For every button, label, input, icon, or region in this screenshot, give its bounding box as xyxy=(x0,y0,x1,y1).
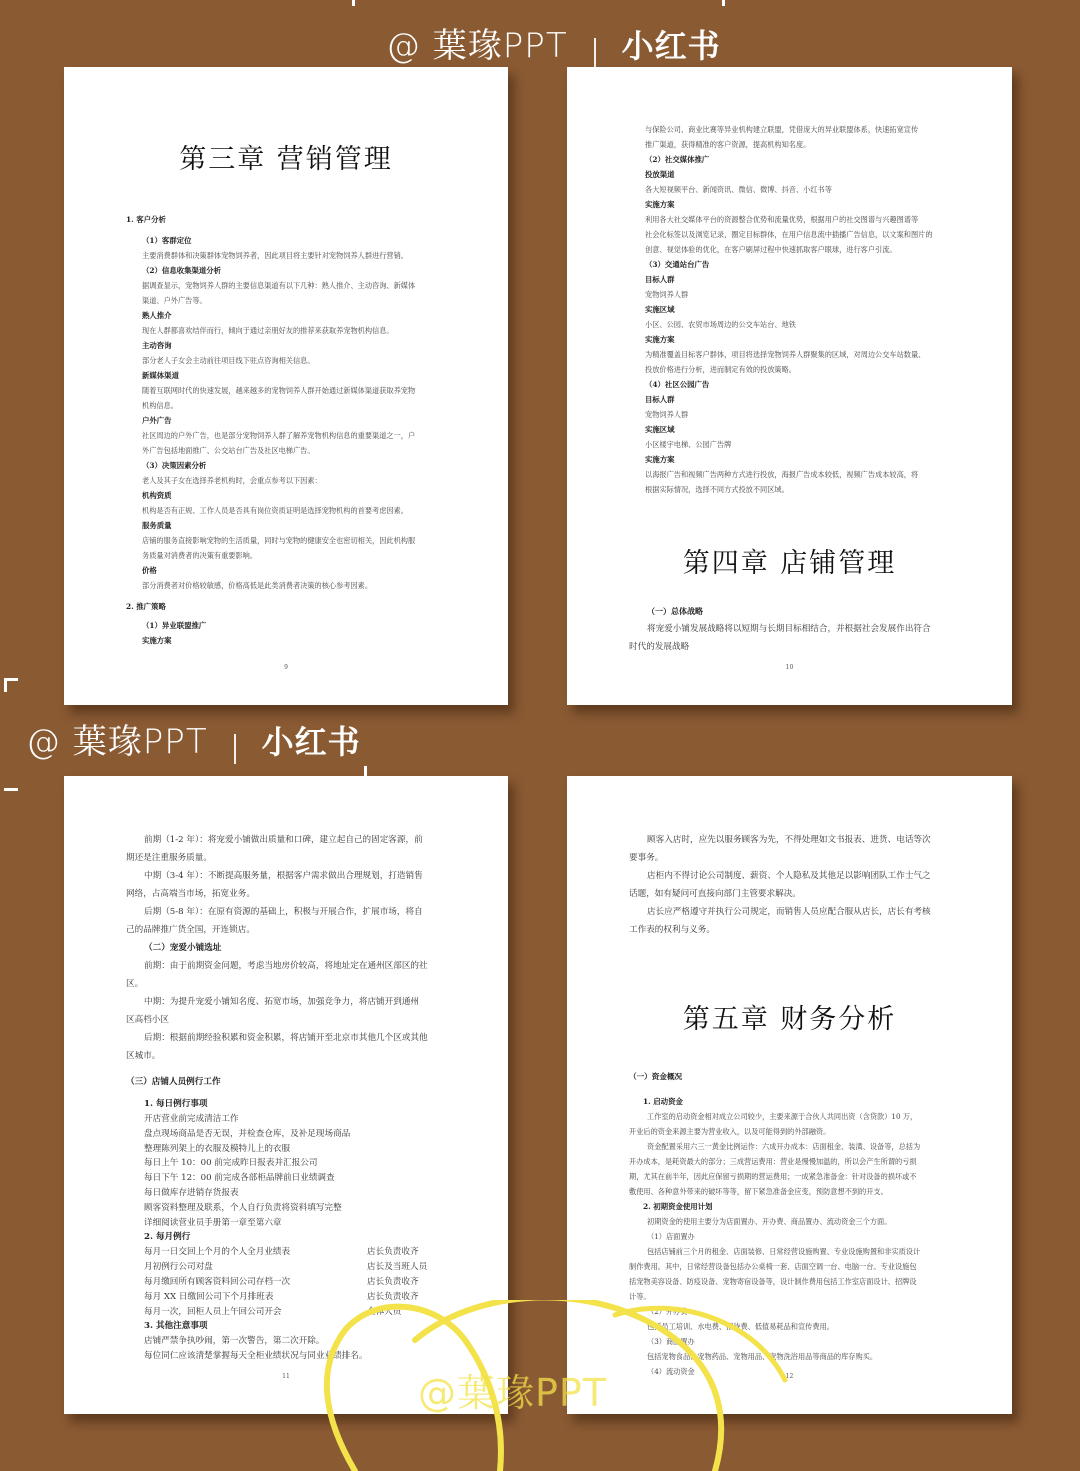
text-line: 外广告包括地面推广、公交站台广告及社区电梯广告。 xyxy=(142,446,315,455)
item-heading: 1. 启动资金 xyxy=(643,1097,683,1106)
list-item xyxy=(144,1245,440,1260)
list-item: 每位同仁应该清楚掌握每天全柜业绩状况与同业业绩排名。 xyxy=(144,1351,368,1362)
list-item: 整理陈列架上的衣服及模特儿上的衣服 xyxy=(144,1143,291,1154)
paragraph-line: 后期：根据前期经验积累和资金积累，将店铺开至北京市其他几个区或其他 xyxy=(144,1033,428,1043)
paragraph-line: 网络，占高端当市场，拓宽业务。 xyxy=(126,889,255,899)
text-line: 括宠物美容设备、防疫设备、宠物寄宿设备等，设计制作费用包括工作室店面设计、招牌设 xyxy=(629,1277,917,1286)
task-label: 每月一日交回上个月的个人全月业绩表 xyxy=(144,1247,291,1258)
page-number: 10 xyxy=(785,664,794,671)
paragraph: 将宠爱小铺发展战略将以短期与长期目标相结合，并根据社会发展作出符合 xyxy=(647,624,931,634)
paragraph-line: 话题，如有疑问可直接向部门主管要求解决。 xyxy=(629,889,801,899)
paragraph-line: 区城市。 xyxy=(126,1051,161,1061)
paragraph-line: 要事务。 xyxy=(629,853,664,863)
page-number: 9 xyxy=(284,664,288,671)
item-heading: 实施方案 xyxy=(645,335,675,344)
decor-bracket xyxy=(4,788,18,791)
list-item: 详细阅读营业员手册第一章至第六章 xyxy=(144,1217,282,1228)
watermark-handle: @ 葉瑑PPT xyxy=(26,722,208,762)
list-heading: 3. 其他注意事项 xyxy=(144,1321,208,1332)
task-owner: 店长及当班人员 xyxy=(367,1262,428,1273)
section-heading: 1. 客户分析 xyxy=(126,215,166,224)
list-item: 每日做库存进销存货报表 xyxy=(144,1187,239,1198)
text-line: 社会化标签以及浏览记录，圈定目标群体，在用户信息流中插播广告信息，以文案和图片的 xyxy=(645,230,933,239)
section-body xyxy=(126,618,446,648)
list-heading: 1. 每日例行事项 xyxy=(144,1099,208,1109)
text-line: 机构是否有正规、工作人员是否具有岗位资质证明是选择宠物机构的首要考虑因素。 xyxy=(142,506,408,515)
list-item xyxy=(144,1275,440,1290)
item-heading: 服务质量 xyxy=(142,521,172,530)
text-line: 初期资金的使用主要分为店面置办、开办费、商品置办、流动资金三个方面。 xyxy=(647,1217,892,1226)
task-owner: 店长负责收齐 xyxy=(367,1291,419,1302)
paragraph-line: 后期（5-8 年）：在原有资源的基础上，积极与开展合作，扩展市场，将自 xyxy=(144,907,423,917)
item-heading: 熟人推介 xyxy=(142,311,172,320)
chapter-title: 第三章 营销管理 xyxy=(179,144,393,175)
subsection-heading: （三）店铺人员例行工作 xyxy=(126,1077,221,1087)
item-heading: （2）社交媒体推广 xyxy=(645,155,710,164)
list-item xyxy=(144,1260,440,1275)
text-line: 创意、视觉体验的优化，在客户刷屏过程中快速抓取客户眼球，进行客户引流。 xyxy=(645,245,897,254)
item-heading: 目标人群 xyxy=(645,275,675,284)
decor-dot xyxy=(364,766,367,776)
paragraph-line: 期还是注重服务质量。 xyxy=(126,853,212,863)
text-line: 包括员工培训、水电费、招待费、低值易耗品和宣传费用。 xyxy=(647,1322,834,1331)
item-heading: 目标人群 xyxy=(645,395,675,404)
paragraph-line: 中期（3-4 年）：不断提高服务量，根据客户需求做出合理规划，打造销售 xyxy=(144,871,423,881)
text-line: （3）商品置办 xyxy=(647,1337,695,1346)
item-heading: 机构资质 xyxy=(142,491,172,500)
text-line: 资金配置采用六三一黄金比例运作：六成开办成本：店面租金、装潢、设备等，总括为 xyxy=(647,1142,921,1151)
page-body xyxy=(567,831,1012,939)
text-line: 包括店铺前三个月的租金、店面装修、日常经营设施购置、专业设施购置和非实质设计 xyxy=(647,1247,921,1256)
item-heading: （3）交通站台广告 xyxy=(645,260,710,269)
text-line: 开业后的资金来源主要为营业收入，以及可能得到的外部融资。 xyxy=(629,1127,831,1136)
text-line: 宠物饲养人群 xyxy=(645,290,689,299)
section-body xyxy=(126,233,446,593)
watermark-divider xyxy=(234,734,236,764)
text-line: 务质量对消费者的决策有重要影响。 xyxy=(142,551,258,560)
text-line: 现在人群都喜欢结伴而行，倾向于通过亲朋好友的推荐来获取养宠物机构信息。 xyxy=(142,326,394,335)
paragraph-line: 前期：由于前期资金问题，考虑当地房价较高，将地址定在通州区部区的社 xyxy=(144,961,428,971)
paragraph-line: 己的品牌推广货全国，开连锁店。 xyxy=(126,925,255,935)
text-line: 制作费用。其中，日常经营设备包括办公桌椅一套、店面空调一台、电脑一台。专业设施包 xyxy=(629,1262,917,1271)
text-line: 各大短视频平台、新闻资讯、微信、微博、抖音、小红书等 xyxy=(645,185,832,194)
paragraph-line: 区高档小区 xyxy=(126,1015,169,1025)
item-heading: （4）社区公园广告 xyxy=(645,380,710,389)
overlay-watermark: @葉瑑PPT xyxy=(418,1371,608,1415)
item-heading: （2）信息收集渠道分析 xyxy=(142,266,222,275)
watermark-divider xyxy=(594,38,596,68)
page-body xyxy=(64,831,508,1065)
document-page-12 xyxy=(567,776,1012,1414)
text-line: 部分老人子女会主动前往项目线下驻点咨询相关信息。 xyxy=(142,356,315,365)
text-line: 小区楼宇电梯、公园广告牌 xyxy=(645,440,732,449)
text-line: （1）店面置办 xyxy=(647,1232,695,1241)
document-page-11 xyxy=(64,776,508,1414)
list-item: 开店营业前完成清洁工作 xyxy=(144,1114,239,1124)
item-heading: （1）异业联盟推广 xyxy=(142,621,207,630)
task-label: 每月一次，回柜人员上午回公司开会 xyxy=(144,1306,282,1317)
text-line: 敷使用、各种意外带来的破坏等等，留下紧急准备金应变，预防意想不到的开支。 xyxy=(629,1187,888,1196)
item-heading: 实施方案 xyxy=(142,636,172,645)
text-line: 推广渠道，获得精准的客户资源，提高机构知名度。 xyxy=(645,140,811,149)
page-body xyxy=(567,122,1012,497)
list-item: 店铺严禁争执吵闹，第一次警告，第二次开除。 xyxy=(144,1336,325,1347)
paragraph-line: （二）宠爱小铺选址 xyxy=(144,943,222,953)
text-line: 机构信息。 xyxy=(142,401,178,410)
paragraph: 时代的发展战略 xyxy=(629,642,690,652)
subsection-heading: （一）总体战略 xyxy=(647,606,703,616)
list-item: 每日上午 10：00 前完成昨日报表并汇报公司 xyxy=(144,1158,318,1169)
list-item: 顾客资料整理及联系，个人自行负责将资料填写完整 xyxy=(144,1202,342,1213)
text-line: 投放价格进行分析，进而制定有效的投放策略。 xyxy=(645,365,796,374)
paragraph-line: 前期（1-2 年）：将宠爱小铺做出质量和口碑，建立起自己的固定客源，前 xyxy=(144,835,423,845)
task-owner: 全体人员 xyxy=(367,1306,402,1317)
decor-dot xyxy=(352,0,355,6)
item-heading: 2. 初期资金使用计划 xyxy=(643,1202,713,1211)
chapter-title: 第五章 财务分析 xyxy=(682,1004,897,1035)
text-line: 社区周边的户外广告，也是部分宠物饲养人群了解养宠物机构信息的重要渠道之一，户 xyxy=(142,431,416,440)
text-line: 包括宠物食品、宠物药品、宠物用品、宠物洗浴用品等商品的库存购买。 xyxy=(647,1352,878,1361)
text-line: 与保险公司、商业比赛等异业机构建立联盟，凭借庞大的异业联盟体系，快速拓宽宣传 xyxy=(645,125,919,134)
monthly-list xyxy=(144,1245,440,1319)
text-line: 计等。 xyxy=(629,1292,651,1301)
task-owner: 店长负责收齐 xyxy=(367,1247,419,1258)
section-heading: 2. 推广策略 xyxy=(126,602,166,611)
text-line: 开办成本，是耗资最大的部分；三成营运费用：营业是慢慢加温的，所以会产生所谓的亏损 xyxy=(629,1157,917,1166)
item-heading: 价格 xyxy=(142,566,157,575)
text-line: 老人及其子女在选择养老机构时，会重点参考以下因素： xyxy=(142,476,322,485)
paragraph-line: 中期：为提升宠爱小铺知名度、拓宽市场，加强竞争力，将店铺开到通州 xyxy=(144,997,420,1007)
text-line: 为精准覆盖目标客户群体，项目将选择宠物饲养人群聚集的区域，对周边公交车站数量、 xyxy=(645,350,926,359)
text-line: 期，尤其在前半年，因此应保留亏损期的营运费用；一成紧急准备金：针对设备的损坏或不 xyxy=(629,1172,917,1181)
item-heading: 主动咨询 xyxy=(142,341,172,350)
list-heading: 2. 每月例行 xyxy=(144,1232,191,1243)
task-label: 月初例行公司对盘 xyxy=(144,1262,213,1273)
other-list xyxy=(144,1334,440,1364)
list-item: 盘点现场商品是否无误，并检查仓库，及补足现场商品 xyxy=(144,1128,351,1139)
paragraph-line: 工作表的权利与义务。 xyxy=(629,925,715,935)
page-number: 11 xyxy=(282,1373,290,1380)
text-line: 部分消费者对价格较敏感，价格高低是此类消费者决策的核心参考因素。 xyxy=(142,581,373,590)
paragraph-line: 店长应严格遵守并执行公司规定，而销售人员应配合服从店长，店长有考核 xyxy=(647,907,931,917)
page-number: 12 xyxy=(785,1373,794,1380)
text-line: 工作室的启动资金相对成立公司较少，主要来源于合伙人共同出资（含贷款）10 万， xyxy=(647,1112,918,1121)
list-item: 每日下午 12：00 前完成各部柜品牌前日业绩调查 xyxy=(144,1173,335,1184)
text-line: 主要消费群体和决策群体宠物饲养者，因此项目将主要针对宠物饲养人群进行营销。 xyxy=(142,251,408,260)
text-line: 宠物饲养人群 xyxy=(645,410,689,419)
task-label: 每月 XX 日缴回公司下个月排班表 xyxy=(144,1291,274,1302)
task-label: 每月缴回所有顾客资料回公司存档一次 xyxy=(144,1276,291,1287)
decor-bracket xyxy=(4,678,7,692)
text-line: 渠道、户外广告等。 xyxy=(142,296,207,305)
top-watermark xyxy=(386,18,721,68)
section-body xyxy=(629,1094,946,1379)
text-line: 店铺的服务直接影响宠物的生活质量，同时与宠物的健康安全也密切相关，因此机构服 xyxy=(142,536,416,545)
text-line: 据调查显示，宠物饲养人群的主要信息渠道有以下几种：熟人推介、主动咨询、新媒体 xyxy=(142,281,416,290)
text-line: 以海报广告和视频广告两种方式进行投放，海报广告成本较低，视频广告成本较高，将 xyxy=(645,470,919,479)
item-heading: 户外广告 xyxy=(142,416,172,425)
list-item xyxy=(144,1290,440,1305)
paragraph-line: 顾客入店时，应先以服务顾客为先，不得处理如文书报表、进货、电话等次 xyxy=(647,835,931,845)
watermark-handle: @ 葉瑑PPT xyxy=(386,26,568,66)
item-heading: 实施区域 xyxy=(645,425,675,434)
item-heading: 实施方案 xyxy=(645,200,675,209)
item-heading: 实施区域 xyxy=(645,305,675,314)
xiaohongshu-logo: 小红书 xyxy=(261,723,361,761)
paragraph-line: 区。 xyxy=(126,979,144,989)
item-heading: （1）客群定位 xyxy=(142,236,192,245)
daily-list xyxy=(144,1112,440,1230)
item-heading: 新媒体渠道 xyxy=(142,371,179,380)
middle-watermark xyxy=(26,714,361,764)
xiaohongshu-logo: 小红书 xyxy=(621,27,721,65)
task-owner: 店长负责收齐 xyxy=(367,1276,419,1287)
text-line: 随着互联网时代的快速发展，越来越多的宠物饲养人群开始通过新媒体渠道获取养宠物 xyxy=(142,386,416,395)
document-page-9 xyxy=(64,67,508,705)
list-item xyxy=(144,1305,440,1320)
text-line: （2）开办费 xyxy=(647,1307,688,1316)
item-heading: 投放渠道 xyxy=(645,170,675,179)
document-page-10 xyxy=(567,67,1012,705)
text-line: 利用各大社交媒体平台的资源整合优势和流量优势，根据用户的社交图谱与兴趣图谱等 xyxy=(645,215,919,224)
item-heading: 实施方案 xyxy=(645,455,675,464)
decor-dot xyxy=(722,0,725,6)
item-heading: （3）决策因素分析 xyxy=(142,461,207,470)
chapter-title: 第四章 店铺管理 xyxy=(682,548,897,579)
text-line: 根据实际情况，选择不同方式投放不同区域。 xyxy=(645,485,789,494)
subsection-heading: （一）资金概况 xyxy=(629,1072,683,1081)
text-line: 小区、公园、农贸市场周边的公交车站台、地铁 xyxy=(645,320,796,329)
text-line: （4）流动资金 xyxy=(647,1367,695,1376)
paragraph-line: 店柜内不得讨论公司制度、薪资、个人隐私及其他足以影响团队工作士气之 xyxy=(647,871,931,881)
